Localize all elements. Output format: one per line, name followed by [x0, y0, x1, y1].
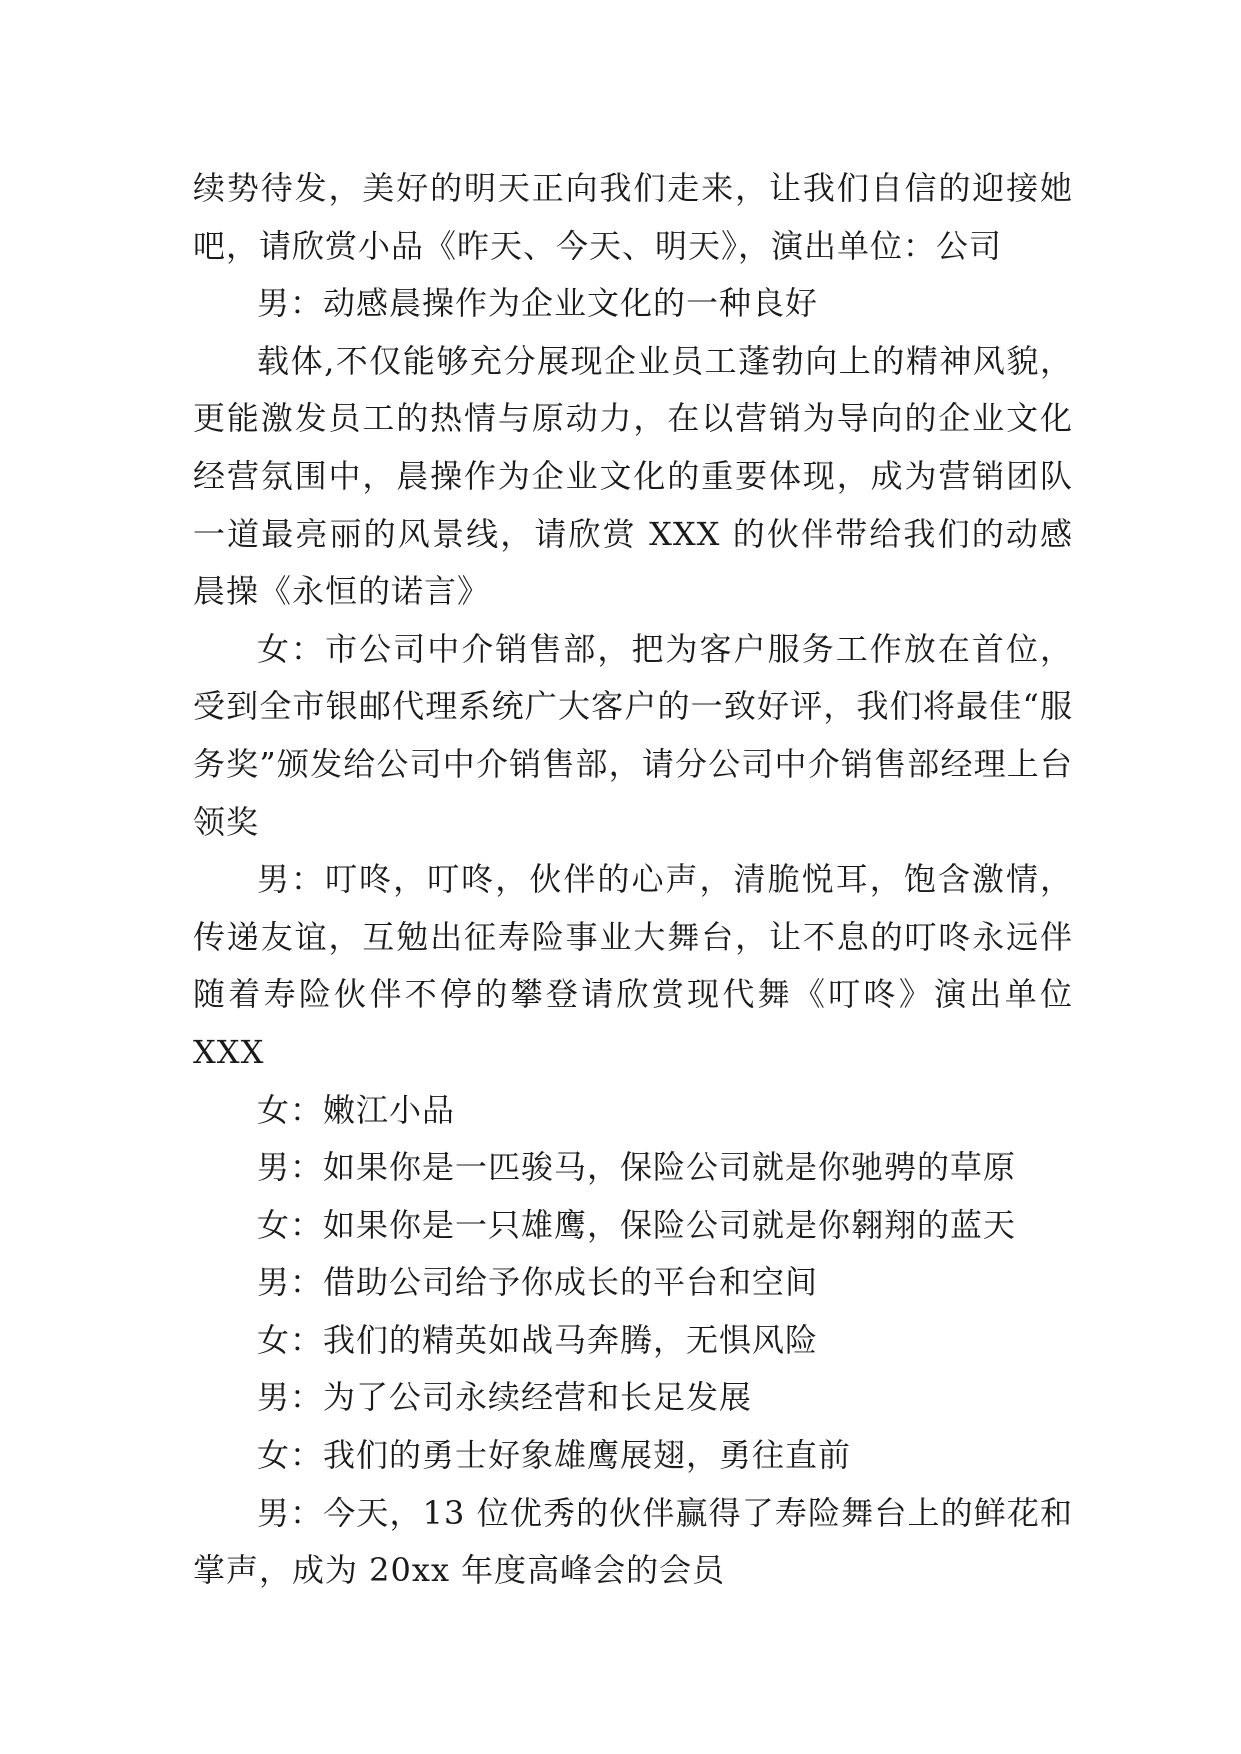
paragraph-3: 载体,不仅能够充分展现企业员工蓬勃向上的精神风貌，更能激发员工的热情与原动力，在以营销为导向的企业文化经营氛围中，晨操作为企业文化的重要体现，成为营销团队一道最亮丽的风景线，请欣赏 XXX 的伙伴带给我们的动感晨操《永恒的诺言》 — [193, 341, 1073, 611]
paragraph-4: 女：市公司中介销售部，把为客户服务工作放在首位，受到全市银邮代理系统广大客户的一致好评，我们将最佳“服务奖”颁发给公司中介销售部，请分公司中介销售部经理上台领奖 — [193, 629, 1073, 841]
paragraph-13: 男：今天，13 位优秀的伙伴赢得了寿险舞台上的鲜花和掌声，成为 20xx 年度高峰会的会员 — [193, 1493, 1073, 1590]
paragraph-9: 男：借助公司给予你成长的平台和空间 — [257, 1263, 819, 1302]
paragraph-1: 续势待发，美好的明天正向我们走来，让我们自信的迎接她吧，请欣赏小品《昨天、今天、明天》，演出单位：公司 — [193, 169, 1073, 265]
paragraph-5: 男：叮咚，叮咚，伙伴的心声，清脆悦耳，饱含激情，传递友谊，互勉出征寿险事业大舞台，让不息的叮咚永远伴随着寿险伙伴不停的攀登请欣赏现代舞《叮咚》演出单位 XXX — [193, 860, 1073, 1071]
body-text — [193, 160, 1073, 1600]
paragraph-11: 男：为了公司永续经营和长足发展 — [257, 1378, 753, 1417]
paragraph-2: 男：动感晨操作为企业文化的一种良好 — [257, 284, 819, 323]
paragraph-10: 女：我们的精英如战马奔腾，无惧风险 — [257, 1320, 819, 1359]
paragraph-6: 女：嫩江小品 — [257, 1090, 456, 1129]
paragraph-8: 女：如果你是一只雄鹰，保险公司就是你翱翔的蓝天 — [257, 1205, 1017, 1244]
paragraph-7: 男：如果你是一匹骏马，保险公司就是你驰骋的草原 — [257, 1148, 1017, 1187]
paragraph-12: 女：我们的勇士好象雄鹰展翅，勇往直前 — [257, 1436, 852, 1475]
